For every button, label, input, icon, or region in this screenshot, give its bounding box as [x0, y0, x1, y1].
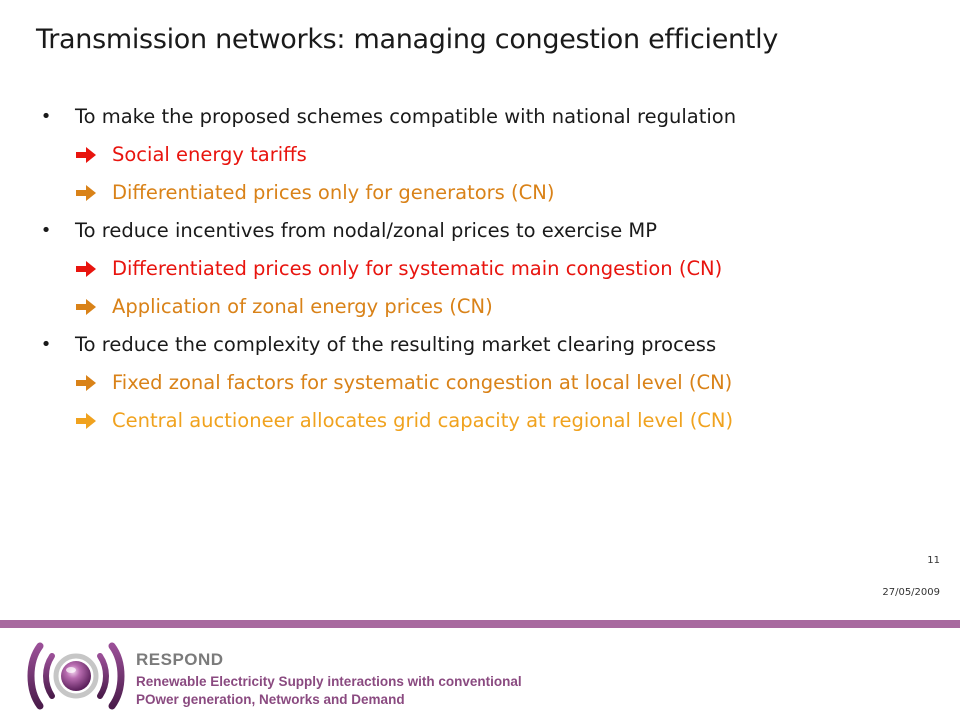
sub-text: Social energy tariffs — [112, 143, 307, 166]
sub-item — [40, 250, 940, 288]
project-tagline-line1: Renewable Electricity Supply interactions with conventional — [136, 674, 522, 689]
respond-logo-icon — [26, 634, 126, 718]
right-arrow-icon — [76, 288, 104, 326]
sub-item — [40, 174, 940, 212]
footer — [0, 628, 960, 720]
bullet-item — [40, 212, 940, 250]
bullet-item — [40, 326, 940, 364]
bullet-text: To reduce the complexity of the resulting market clearing process — [75, 333, 717, 356]
slide-date: 27/05/2009 — [882, 587, 940, 598]
right-arrow-icon — [76, 402, 104, 440]
sub-item — [40, 288, 940, 326]
bullet-text: To reduce incentives from nodal/zonal prices to exercise MP — [75, 219, 657, 242]
sub-text: Application of zonal energy prices (CN) — [112, 295, 493, 318]
project-tagline-line2: POwer generation, Networks and Demand — [136, 692, 405, 707]
bullet-dot-icon: • — [40, 106, 52, 127]
project-name: RESPOND — [136, 650, 224, 669]
bullet-item — [40, 98, 940, 136]
sub-text: Differentiated prices only for systematic main congestion (CN) — [112, 257, 723, 280]
footer-divider — [0, 620, 960, 628]
sub-text: Differentiated prices only for generators (CN) — [112, 181, 555, 204]
sub-item — [40, 364, 940, 402]
slide-title: Transmission networks: managing congestion efficiently — [36, 24, 779, 55]
bullet-list — [40, 98, 940, 440]
bullet-dot-icon: • — [40, 334, 52, 355]
right-arrow-icon — [76, 136, 104, 174]
sub-text: Central auctioneer allocates grid capacity at regional level (CN) — [112, 409, 734, 432]
sub-text: Fixed zonal factors for systematic congestion at local level (CN) — [112, 371, 733, 394]
bullet-text: To make the proposed schemes compatible with national regulation — [75, 105, 737, 128]
sub-item — [40, 136, 940, 174]
bullet-dot-icon: • — [40, 220, 52, 241]
right-arrow-icon — [76, 364, 104, 402]
right-arrow-icon — [76, 174, 104, 212]
sub-item — [40, 402, 940, 440]
right-arrow-icon — [76, 250, 104, 288]
page-number: 11 — [927, 555, 940, 566]
